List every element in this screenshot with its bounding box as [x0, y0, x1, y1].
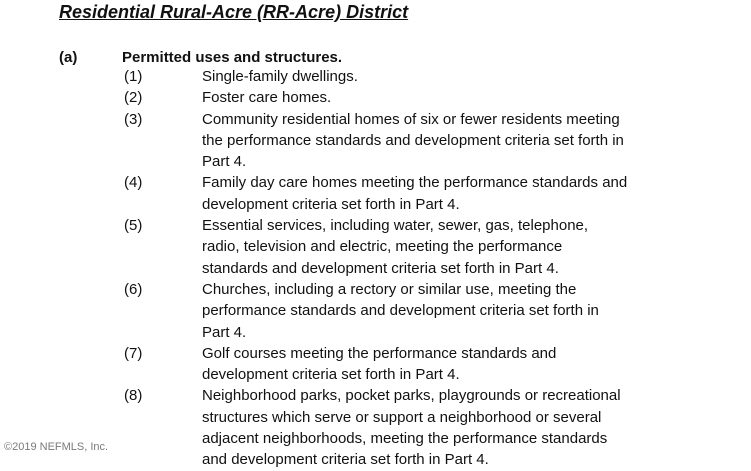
list-item-text: Single-family dwellings.: [202, 68, 358, 85]
list-item: [0, 172, 751, 215]
list-item: [0, 66, 751, 87]
list-item-number: (3): [124, 110, 143, 128]
list-item-number: (6): [124, 280, 143, 298]
copyright-watermark: ©2019 NEFMLS, Inc.: [4, 441, 109, 453]
list-item-text: Golf courses meeting the performance standards and development criteria set forth in Part 4.: [202, 344, 557, 384]
permitted-uses-list: [0, 66, 751, 471]
list-item: [0, 385, 751, 470]
list-item: [0, 109, 751, 173]
list-item-text: Churches, including a rectory or similar use, meeting the performance standards and development criteria set forth in Part 4.: [202, 280, 599, 341]
list-item: [0, 343, 751, 386]
list-item-number: (1): [124, 68, 143, 85]
list-item-number: (2): [124, 89, 143, 107]
list-item-text: Family day care homes meeting the performance standards and development criteria set forth in Part 4.: [202, 174, 628, 213]
list-item-number: (5): [124, 217, 143, 235]
list-item-text: Neighborhood parks, pocket parks, playgrounds or recreational structures which serve or support a neighborhood or several adjacent neighborhoods, meeting the performance standards and development criteria set forth in Part 4.: [202, 387, 621, 469]
list-item-text: Foster care homes.: [202, 89, 332, 107]
list-item: [0, 87, 751, 108]
list-item-text: Essential services, including water, sewer, gas, telephone, radio, television and electric, meeting the performance standards and development criteria set forth in Part 4.: [202, 217, 589, 277]
list-item-number: (8): [124, 387, 143, 405]
list-item: [0, 279, 751, 343]
document-title: Residential Rural-Acre (RR-Acre) District: [59, 2, 409, 22]
list-item-number: (4): [124, 174, 143, 192]
section-letter: (a): [59, 49, 78, 66]
list-item-text: Community residential homes of six or fewer residents meeting the performance standards and development criteria set forth in Part 4.: [202, 110, 624, 171]
section-heading: Permitted uses and structures.: [122, 49, 343, 66]
list-item: [0, 215, 751, 279]
list-item-number: (7): [124, 344, 143, 362]
